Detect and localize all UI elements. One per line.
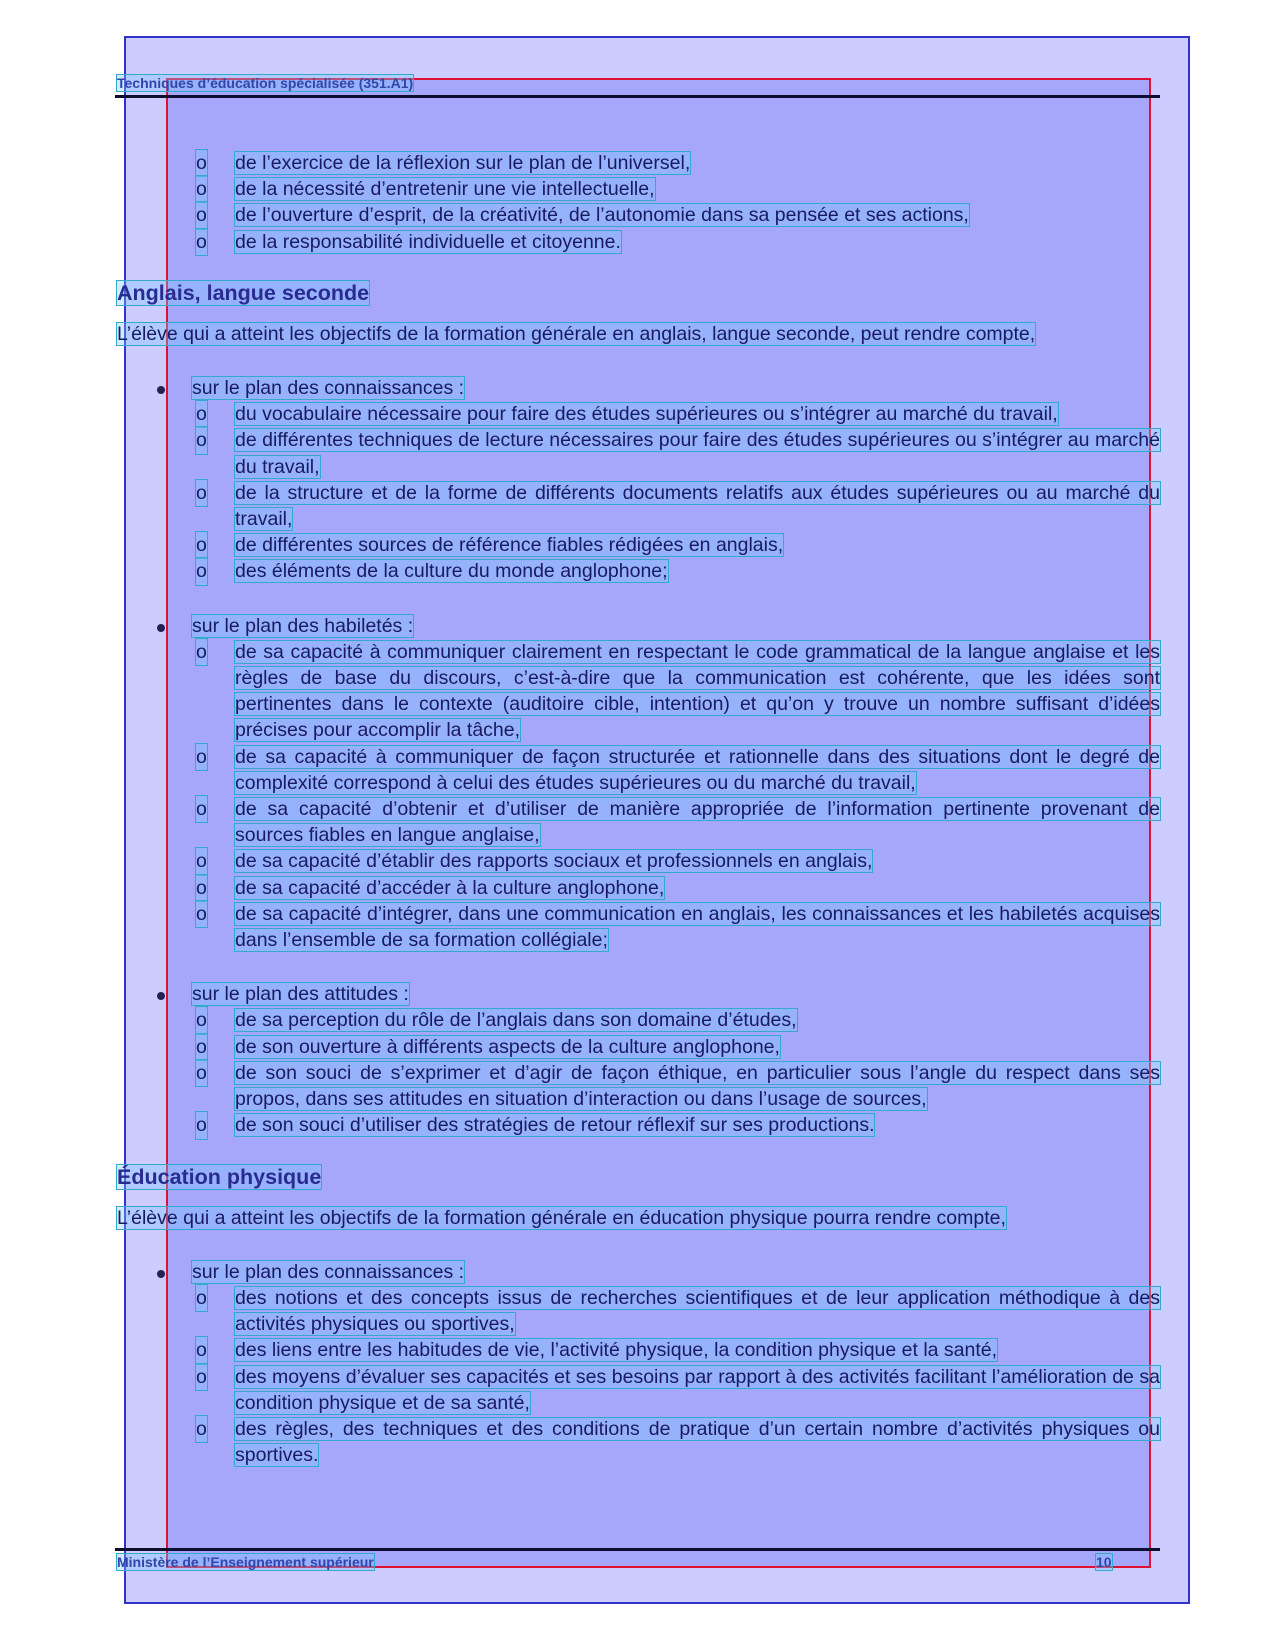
list-item: o des éléments de la culture du monde anglophone; xyxy=(117,558,1160,584)
list-item: o de son souci de s’exprimer et d’agir de façon éthique, en particulier sous l’angle du respect dans ses propos, dans ses attitudes en situation d’interaction ou dans l’usage de sources, xyxy=(196,1061,1160,1111)
circle-bullet-icon: o xyxy=(196,1364,207,1390)
circle-bullet-icon: o xyxy=(196,401,207,427)
bullet-icon xyxy=(157,624,165,632)
circle-bullet-icon: o xyxy=(196,202,207,228)
list-item: o de sa capacité à communiquer clairement en respectant le code grammatical de la langue anglaise et les règles de base du discours, c’est-à-dire que la communication est cohérente, que les idées sont pertinentes dans le contexte (auditoire cible, intention) et qu’on y trouve un nombre suffisant d’idées précises pour accomplir la tâche, xyxy=(196,640,1160,742)
list-item: o de différentes techniques de lecture nécessaires pour faire des études supérieures ou s’intégrer au marché du travail, xyxy=(196,429,1160,478)
list-item: o de sa capacité à communiquer de façon structurée et rationnelle dans des situations dont le degré de complexité correspond à celui des études supérieures ou du marché du travail, xyxy=(196,745,1160,794)
list-item: o de sa capacité d’établir des rapports sociaux et professionnels en anglais, xyxy=(117,848,1160,874)
circle-bullet-icon: o xyxy=(196,427,207,453)
list-item: o des règles, des techniques et des conditions de pratique d’un certain nombre d’activités physiques ou sportives. xyxy=(196,1417,1160,1467)
header-rule xyxy=(115,95,1160,98)
circle-bullet-icon: o xyxy=(196,1060,207,1086)
circle-bullet-icon: o xyxy=(196,901,207,927)
circle-bullet-icon: o xyxy=(196,480,207,506)
top-sub-list xyxy=(117,150,1160,255)
bullet-icon xyxy=(157,992,165,1000)
section-heading-education-physique: Éducation physique xyxy=(117,1164,322,1189)
list-item: o de la structure et de la forme de différents documents relatifs aux études supérieures ou au marché du travail, xyxy=(196,481,1160,531)
group-label: sur le plan des habiletés : xyxy=(117,613,1160,639)
bullet-icon xyxy=(157,1270,165,1278)
circle-bullet-icon: o xyxy=(196,744,207,770)
footer-rule xyxy=(115,1548,1160,1551)
circle-bullet-icon: o xyxy=(196,796,207,822)
circle-bullet-icon: o xyxy=(196,229,207,255)
list-item: o de son souci d’utiliser des stratégies de retour réflexif sur ses productions. xyxy=(117,1112,1160,1138)
circle-bullet-icon: o xyxy=(196,1112,207,1138)
section-heading-anglais: Anglais, langue seconde xyxy=(117,280,370,305)
group-label: sur le plan des attitudes : xyxy=(117,981,1160,1007)
group-label: sur le plan des connaissances : xyxy=(117,375,1160,401)
section-intro-education-physique: L’élève qui a atteint les objectifs de la formation générale en éducation physique pourra rendre compte, xyxy=(117,1206,1006,1229)
list-item: o des liens entre les habitudes de vie, l’activité physique, la condition physique et la santé, xyxy=(117,1337,1160,1363)
list-item: o de sa perception du rôle de l’anglais dans son domaine d’études, xyxy=(117,1007,1160,1033)
list-item: o de sa capacité d’obtenir et d’utiliser de manière appropriée de l’information pertinente provenant de sources fiables en langue anglaise, xyxy=(196,798,1160,847)
circle-bullet-icon: o xyxy=(196,1416,207,1442)
circle-bullet-icon: o xyxy=(196,1337,207,1363)
circle-bullet-icon: o xyxy=(196,639,207,665)
running-header: Techniques d’éducation spécialisée (351.A1) xyxy=(117,75,414,91)
section-intro-anglais: L’élève qui a atteint les objectifs de la formation générale en anglais, langue seconde, peut rendre compte, xyxy=(117,322,1036,345)
list-item: o de sa capacité d’intégrer, dans une communication en anglais, les connaissances et les habiletés acquises dans l’ensemble de sa formation collégiale; xyxy=(196,902,1160,952)
circle-bullet-icon: o xyxy=(196,1285,207,1311)
list-item: o de différentes sources de référence fiables rédigées en anglais, xyxy=(117,532,1160,558)
list-item: o de sa capacité d’accéder à la culture anglophone, xyxy=(117,875,1160,901)
list-item: o de la nécessité d’entretenir une vie intellectuelle, xyxy=(117,176,1160,202)
list-item: o de son ouverture à différents aspects de la culture anglophone, xyxy=(117,1034,1160,1060)
list-item: o de la responsabilité individuelle et citoyenne. xyxy=(117,229,1160,255)
circle-bullet-icon: o xyxy=(196,1007,207,1033)
list-item: o du vocabulaire nécessaire pour faire des études supérieures ou s’intégrer au marché du travail, xyxy=(117,401,1160,427)
circle-bullet-icon: o xyxy=(196,532,207,558)
circle-bullet-icon: o xyxy=(196,848,207,874)
circle-bullet-icon: o xyxy=(196,150,207,176)
circle-bullet-icon: o xyxy=(196,875,207,901)
group-label: sur le plan des connaissances : xyxy=(117,1259,1160,1285)
page-content xyxy=(117,150,1160,1468)
list-item: o des moyens d’évaluer ses capacités et ses besoins par rapport à des activités facilitant l’amélioration de sa condition physique et de sa santé, xyxy=(196,1365,1160,1414)
running-footer: Ministère de l’Enseignement supérieur xyxy=(117,1554,374,1570)
bullet-icon xyxy=(157,386,165,394)
circle-bullet-icon: o xyxy=(196,1034,207,1060)
circle-bullet-icon: o xyxy=(196,558,207,584)
list-item: o de l’exercice de la réflexion sur le plan de l’universel, xyxy=(117,150,1160,176)
circle-bullet-icon: o xyxy=(196,176,207,202)
list-item: o de l’ouverture d’esprit, de la créativité, de l’autonomie dans sa pensée et ses actions, xyxy=(117,202,1160,228)
list-item: o des notions et des concepts issus de recherches scientifiques et de leur application méthodique à des activités physiques ou sportives, xyxy=(196,1286,1160,1336)
page-number: 10 xyxy=(1096,1554,1112,1570)
